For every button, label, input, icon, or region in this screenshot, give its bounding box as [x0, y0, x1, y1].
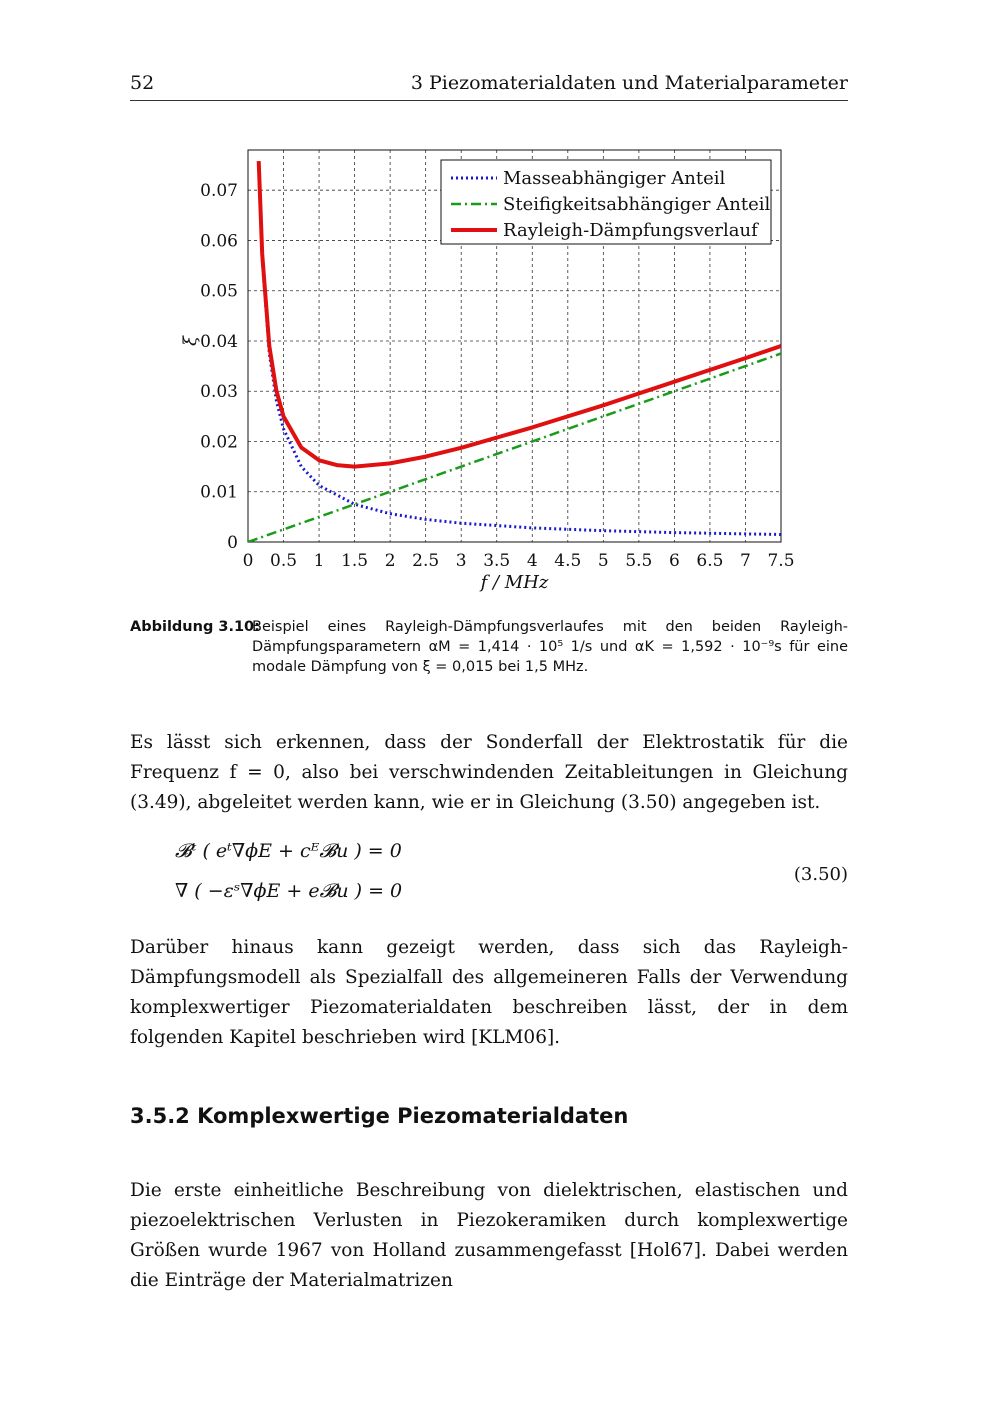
paragraph-2: Darüber hinaus kann gezeigt werden, dass sich das Rayleigh-Dämpfungsmodell als Spezialfall des allgemeineren Falls der Verwendung komplexwertiger Piezomaterialdaten beschreiben lässt, der in dem folgenden Kapitel beschrieben wird [KLM06].: [130, 937, 848, 1048]
x-tick-label: 3: [455, 551, 467, 571]
x-axis-label: f / MHz: [480, 572, 549, 593]
caption-line-2: Dämpfungsparametern αM = 1,414 · 10⁵ 1/s und αK = 1,592 · 10⁻⁹s für eine: [252, 639, 848, 655]
equation-number: (3.50): [793, 864, 848, 885]
x-tick-label: 1.5: [341, 551, 369, 571]
y-tick-label: 0.05: [200, 281, 238, 302]
y-tick-label: 0.02: [200, 432, 238, 453]
y-tick-label: 0.07: [200, 181, 238, 202]
y-axis-label: ξ: [180, 336, 201, 346]
paragraph-3: Die erste einheitliche Beschreibung von dielektrischen, elastischen und piezoelektrischen Verlusten in Piezokeramiken durch komplexwertige Größen wurde 1967 von Holland zusammengefasst [Hol67]. Dabei werden die Einträge der Materialmatrizen: [130, 1180, 848, 1291]
chapter-title: 3 Piezomaterialdaten und Materialparameter: [410, 72, 848, 94]
x-tick-label: 7: [740, 551, 751, 571]
y-tick-label: 0: [227, 533, 238, 553]
y-tick-label: 0.06: [200, 231, 238, 252]
y-tick-label: 0.03: [200, 382, 238, 403]
x-tick-label: 0: [242, 551, 254, 571]
x-tick-label: 6: [668, 551, 680, 571]
x-tick-label: 7.5: [767, 551, 795, 571]
series-line-1: [248, 354, 781, 543]
legend-label: Rayleigh-Dämpfungsverlauf: [503, 220, 758, 241]
section-heading: 3.5.2 Komplexwertige Piezomaterialdaten: [130, 1104, 629, 1128]
x-tick-label: 4.5: [554, 551, 582, 571]
x-tick-label: 2.5: [412, 551, 440, 571]
y-tick-label: 0.04: [200, 331, 238, 352]
x-tick-label: 6.5: [696, 551, 724, 571]
x-tick-label: 0.5: [270, 551, 298, 571]
x-tick-label: 5.5: [625, 551, 653, 571]
equation-line-2: ∇ ( −εˢ∇ϕE + e𝓑u ) = 0: [175, 880, 403, 902]
x-tick-label: 2: [384, 551, 396, 571]
caption-line-1: Beispiel eines Rayleigh-Dämpfungsverlaufes mit den beiden Rayleigh-: [252, 619, 848, 635]
page-number: 52: [130, 72, 155, 94]
y-tick-label: 0.01: [200, 482, 238, 503]
legend-label: Steifigkeitsabhängiger Anteil: [503, 194, 771, 215]
x-tick-label: 5: [597, 551, 609, 571]
paragraph-1: Es lässt sich erkennen, dass der Sonderfall der Elektrostatik für die Frequenz f = 0, also bei verschwindenden Zeitableitungen in Gleichung (3.49), abgeleitet werden kann, wie er in Gleichung (3.50) angegeben ist.: [130, 732, 848, 813]
caption-text: [252, 617, 848, 677]
damping-chart: [170, 140, 810, 600]
x-tick-label: 1: [313, 551, 325, 571]
x-tick-label: 4: [526, 551, 538, 571]
page-header: [130, 72, 848, 101]
legend-label: Masseabhängiger Anteil: [503, 168, 726, 189]
caption-line-3: modale Dämpfung von ξ = 0,015 bei 1,5 MHz.: [252, 659, 589, 675]
equation-line-1: 𝓑ᵗ ( eᵗ∇ϕE + cᴱ𝓑u ) = 0: [175, 840, 402, 862]
caption-label: Abbildung 3.10:: [130, 619, 260, 635]
x-tick-label: 3.5: [483, 551, 511, 571]
